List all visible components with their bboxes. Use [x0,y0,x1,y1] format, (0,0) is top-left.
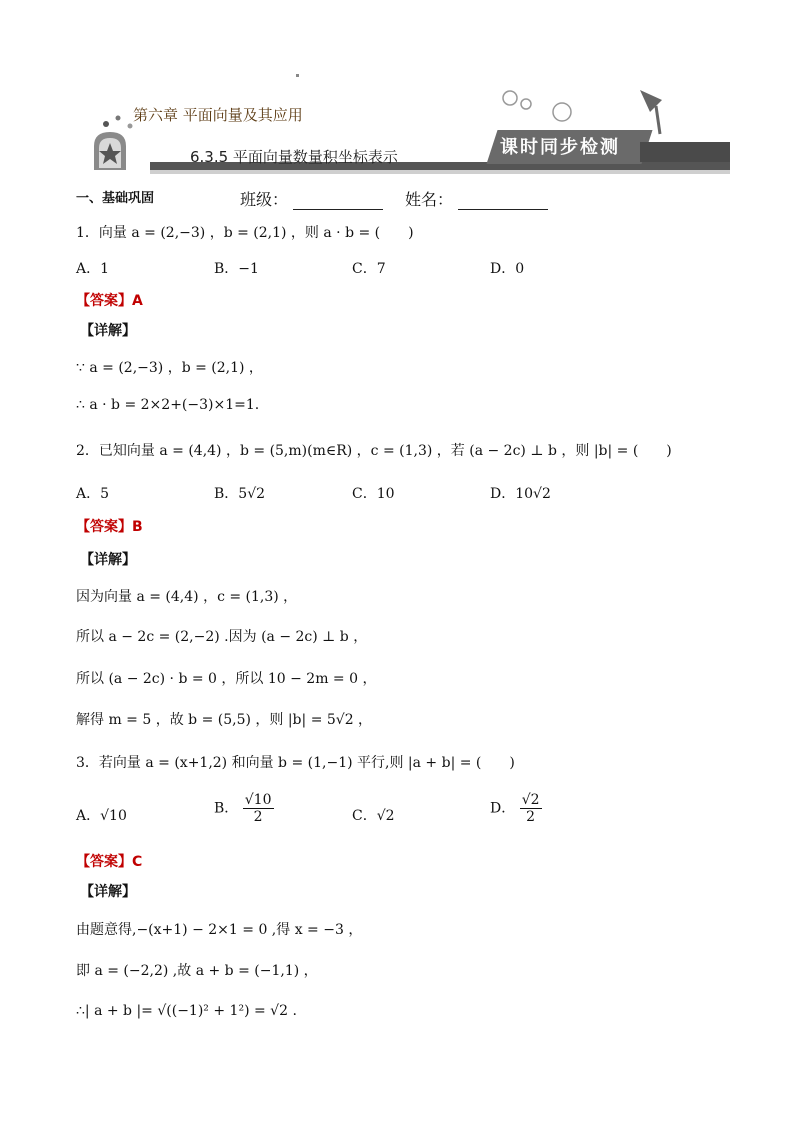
q3-option-b-label: B． [214,800,239,817]
chapter-title: 第六章 平面向量及其应用 [133,106,303,124]
q2-solution-2: 所以 a − 2c = (2,−2) .因为 (a − 2c) ⊥ b ， [76,629,368,645]
q3-detail-label: 【详解】 [80,884,136,900]
class-blank[interactable] [293,193,383,210]
q2-solution-4: 解得 m = 5 ，故 b = (5,5) ，则 |b| = 5√2 ， [76,712,373,728]
q2-solution-3: 所以 (a − 2c) · b = 0 ，所以 10 − 2m = 0 ， [76,671,377,687]
q1-solution-2: ∴ a · b = 2×2+(−3)×1=1. [76,397,260,413]
section-heading: 一、基础巩固 [76,191,155,206]
section-subtitle: 6.3.5 平面向量数量积坐标表示 [190,148,398,166]
q2-option-a: A．5 [76,486,110,502]
bubbles-lamp-icon [500,86,670,136]
q1-option-d: D．0 [490,261,525,277]
q1-solution-1: ∵ a = (2,−3) ，b = (2,1) ， [76,360,263,376]
q3-answer: 【答案】C [76,854,143,870]
q1-answer: 【答案】A [76,293,143,309]
class-label: 班级： [240,190,289,209]
q1-option-b: B．−1 [214,261,259,277]
badge-tail [640,142,730,162]
q2-answer: 【答案】B [76,519,143,535]
name-blank[interactable] [458,193,548,210]
q3-solution-1: 由题意得,−(x+1) − 2×1 = 0 ,得 x = −3 ， [76,922,363,938]
q3-stem: 3．若向量 a = (x+1,2) 和向量 b = (1,−1) 平行,则 |a + b| = ( ) [76,755,515,771]
q3-option-b [214,792,274,825]
q1-option-a: A．1 [76,261,110,277]
q3-option-d-label: D． [490,800,516,817]
q2-option-c: C．10 [352,486,395,502]
q2-option-d: D．10√2 [490,486,551,502]
dot-mark [296,74,299,77]
name-field [405,187,548,210]
q3-option-b-fraction: $\frac{√10}{2}$ [244,792,272,825]
name-label: 姓名： [405,190,454,209]
q2-solution-1: 因为向量 a = (4,4) ，c = (1,3) ， [76,589,298,605]
q1-detail-label: 【详解】 [80,323,136,339]
q1-stem: 1．向量 a = (2,−3) ，b = (2,1) ，则 a · b = ( ) [76,225,414,241]
q2-stem: 2．已知向量 a = (4,4) ，b = (5,m)(m∈R) ，c = (1,3) ，若 (a − 2c) ⊥ b ，则 |b| = ( ) [76,443,672,459]
q3-option-d-fraction: $\frac{√2}{2}$ [521,792,540,825]
badge-label: 课时同步检测 [500,137,620,158]
q3-solution-3: ∴| a + b |= √((−1)² + 1²) = √2 . [76,1003,297,1019]
class-field [240,187,383,210]
q2-detail-label: 【详解】 [80,552,136,568]
q3-solution-2: 即 a = (−2,2) ,故 a + b = (−1,1) ， [76,963,318,979]
q2-option-b: B．5√2 [214,486,266,502]
q3-option-a: A．√10 [76,808,127,824]
q3-option-c: C．√2 [352,808,395,824]
q3-option-d [490,792,542,825]
header-band-shadow [150,170,730,174]
q1-option-c: C．7 [352,261,386,277]
